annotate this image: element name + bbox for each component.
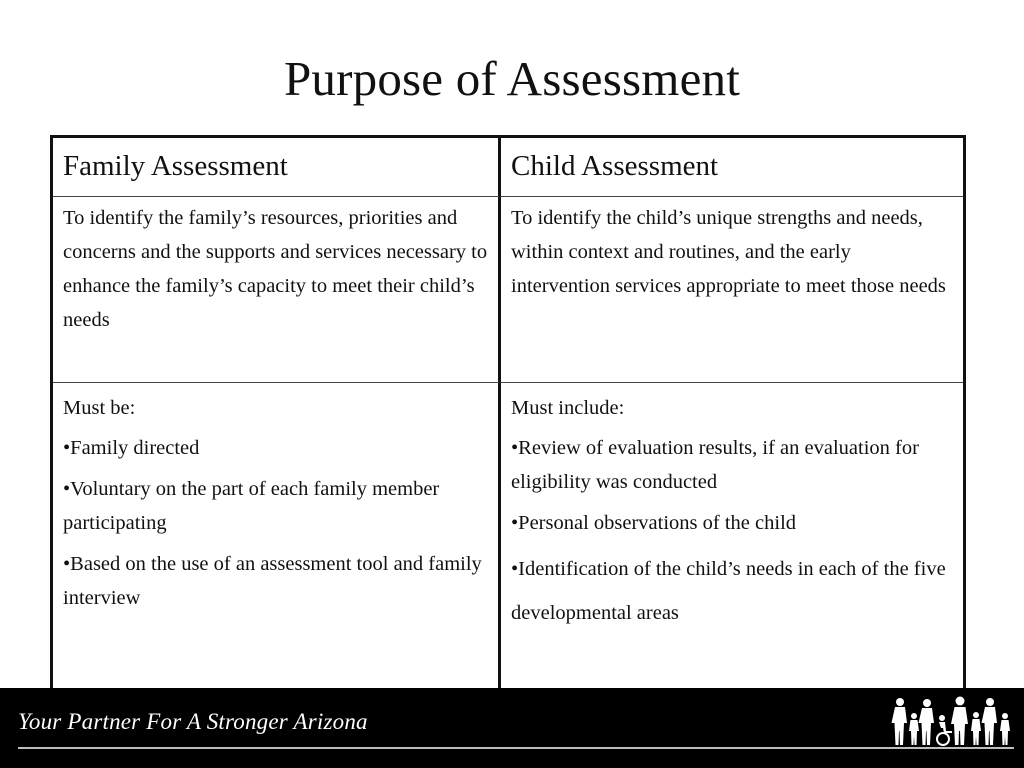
footer-tagline: Your Partner For A Stronger Arizona (18, 709, 368, 734)
requirement-item: •Personal observations of the child (511, 512, 797, 534)
assessment-comparison-table (50, 135, 966, 695)
table-header-child-assessment: Child Assessment (501, 138, 963, 197)
family-silhouette-icon (890, 696, 1014, 746)
requirements-intro: Must be: (63, 397, 136, 419)
requirement-item: •Review of evaluation results, if an evaluation for eligibility was conducted (511, 437, 919, 493)
footer-bar (0, 688, 1024, 768)
requirement-item: •Based on the use of an assessment tool and family interview (63, 553, 482, 609)
footer-divider (18, 747, 1014, 749)
requirements-intro: Must include: (511, 397, 625, 419)
requirement-item: •Family directed (63, 437, 200, 459)
child-assessment-purpose: To identify the child’s unique strengths and needs, within context and routines, and the early intervention services appropriate to meet those needs (501, 197, 963, 383)
family-assessment-purpose: To identify the family’s resources, priorities and concerns and the supports and services necessary to enhance the family’s capacity to meet their child’s needs (53, 197, 501, 383)
requirement-item: •Identification of the child’s needs in each of the five developmental areas (511, 558, 946, 624)
table-header-family-assessment: Family Assessment (53, 138, 501, 197)
requirement-item: •Voluntary on the part of each family member participating (63, 478, 440, 534)
page-title: Purpose of Assessment (283, 51, 741, 106)
family-assessment-requirements (53, 383, 501, 695)
child-assessment-requirements (501, 383, 963, 695)
